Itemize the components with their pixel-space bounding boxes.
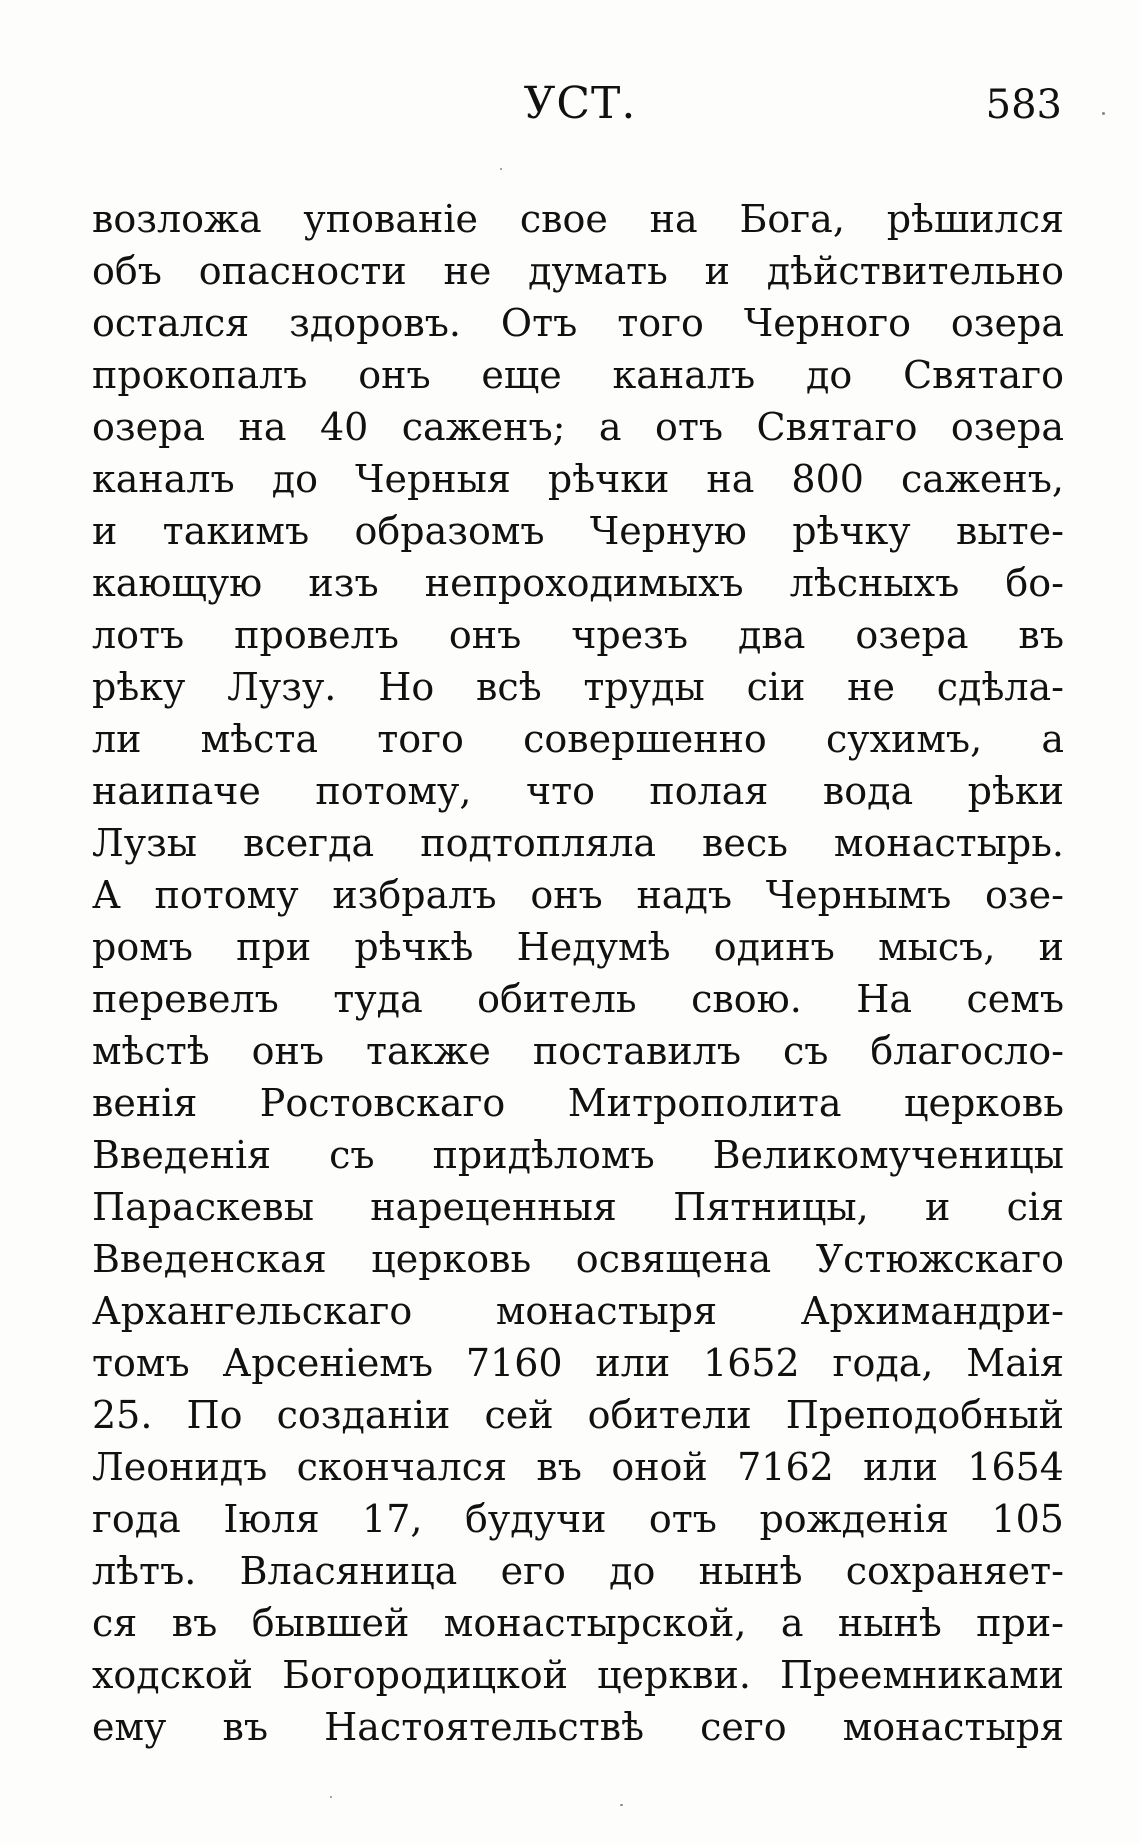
text-line: года Іюля 17, будучи отъ рожденія 105 bbox=[92, 1497, 1064, 1541]
text-line: ходской Богородицкой церкви. Преемниками bbox=[92, 1653, 1064, 1697]
text-line: и такимъ образомъ Черную рѣчку выте- bbox=[92, 509, 1064, 553]
text-line: остался здоровъ. Отъ того Черного озера bbox=[92, 301, 1064, 345]
text-line: Лузы всегда подтопляла весь монастырь. bbox=[92, 821, 1064, 865]
text-line: Введенская церковь освящена Устюжскаго bbox=[92, 1237, 1064, 1281]
text-line: прокопалъ онъ еще каналъ до Святаго bbox=[92, 353, 1064, 397]
print-speck bbox=[330, 1796, 332, 1798]
text-line: 25. По созданіи сей обители Преподобный bbox=[92, 1393, 1064, 1437]
text-line: каналъ до Черныя рѣчки на 800 саженъ, bbox=[92, 457, 1064, 501]
text-line: объ опасности не думать и дѣйствительно bbox=[92, 249, 1064, 293]
body-text bbox=[92, 193, 1064, 1753]
text-line: лѣтъ. Власяница его до нынѣ сохраняет- bbox=[92, 1549, 1064, 1593]
print-speck bbox=[500, 168, 502, 170]
text-line: томъ Арсеніемъ 7160 или 1652 года, Маія bbox=[92, 1341, 1064, 1385]
text-line: венія Ростовскаго Митрополита церковь bbox=[92, 1081, 1064, 1125]
text-line: рѣку Лузу. Но всѣ труды сіи не сдѣла- bbox=[92, 665, 1064, 709]
text-line: ромъ при рѣчкѣ Недумѣ одинъ мысъ, и bbox=[92, 925, 1064, 969]
text-line: Архангельскаго монастыря Архимандри- bbox=[92, 1289, 1064, 1333]
text-line: наипаче потому, что полая вода рѣки bbox=[92, 769, 1064, 813]
text-line: ли мѣста того совершенно сухимъ, а bbox=[92, 717, 1064, 761]
text-line: Введенія съ придѣломъ Великомученицы bbox=[92, 1133, 1064, 1177]
print-speck bbox=[1102, 112, 1105, 115]
text-line: мѣстѣ онъ также поставилъ съ благосло- bbox=[92, 1029, 1064, 1073]
text-line: озера на 40 саженъ; а отъ Святаго озера bbox=[92, 405, 1064, 449]
text-line: Леонидъ скончался въ оной 7162 или 1654 bbox=[92, 1445, 1064, 1489]
page-header bbox=[90, 78, 1070, 148]
print-speck bbox=[620, 1804, 623, 1806]
text-line: А потому избралъ онъ надъ Чернымъ озе- bbox=[92, 873, 1064, 917]
text-line: Параскевы нареценныя Пятницы, и сія bbox=[92, 1185, 1064, 1229]
text-line: ему въ Настоятельствѣ сего монастыря bbox=[92, 1705, 1064, 1749]
text-line: возложа упованіе свое на Бога, рѣшился bbox=[92, 197, 1064, 241]
text-line: перевелъ туда обитель свою. На семъ bbox=[92, 977, 1064, 1021]
page-number: 583 bbox=[985, 82, 1062, 128]
text-line: лотъ провелъ онъ чрезъ два озера въ bbox=[92, 613, 1064, 657]
running-head: УСТ. bbox=[523, 78, 637, 129]
text-line: кающую изъ непроходимыхъ лѣсныхъ бо- bbox=[92, 561, 1064, 605]
text-line: ся въ бывшей монастырской, а нынѣ при- bbox=[92, 1601, 1064, 1645]
